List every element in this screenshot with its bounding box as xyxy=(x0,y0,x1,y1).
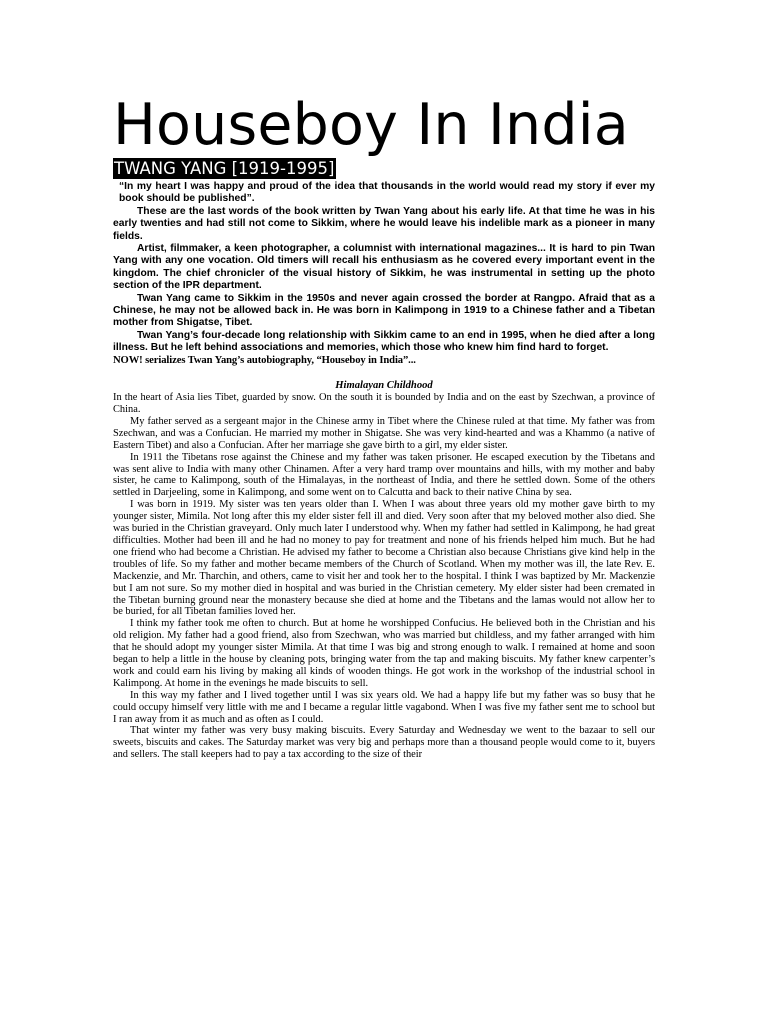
intro-block xyxy=(113,181,655,355)
author-byline: TWANG YANG [1919-1995] xyxy=(114,159,335,178)
intro-paragraph: These are the last words of the book written by Twan Yang about his early life. At that time he was in his early twenties and had still not come to Sikkim, where he would leave his indelible mark as a pioneer in many fields. xyxy=(113,205,655,242)
document-page xyxy=(113,92,655,761)
body-paragraph: In the heart of Asia lies Tibet, guarded by snow. On the south it is bounded by India and on the east by Szechwan, a province of China. xyxy=(113,392,655,415)
body-paragraph: In 1911 the Tibetans rose against the Chinese and my father was taken prisoner. He escaped execution by the Tibetans and was sent alive to India with many other Chinamen. After a very hard tramp over mountains and hills, with my mother and baby sister, he came to Kalimpong, south of the Himalayas, in the northeast of India, and there he settled down. Some of the others settled in Darjeeling, some in Kalimpong, and some went on to Calcutta and back to their native China by sea. xyxy=(113,451,655,499)
section-heading: Himalayan Childhood xyxy=(335,380,433,392)
body-paragraph: My father served as a sergeant major in the Chinese army in Tibet where the Chinese ruled at that time. My father was from Szechwan, and was a Confucian. He married my mother in Shigatse. She was very kind-hearted and was a Khammo (a native of Eastern Tibet) and also a Confucian. After her marriage she gave birth to a girl, my elder sister. xyxy=(113,415,655,451)
body-paragraph: I think my father took me often to church. But at home he worshipped Confucius. He believed both in the Christian and his old religion. My father had a good friend, also from Szechwan, who was married but childless, and my father arranged with him that he should adopt my younger sister Mimila. At that time I was big and strong enough to walk. I remained at home and soon began to help a little in the house by cleaning pots, bringing water from the tap and making biscuits. My father knew carpenter’s work and could earn his living by making all kinds of wooden things. He got work in the workshop of the industrial school in Kalimpong. At home in the evenings he made biscuits to sell. xyxy=(113,618,655,689)
article-body xyxy=(113,392,655,761)
serialization-note: NOW! serializes Twan Yang’s autobiography, “Houseboy in India”... xyxy=(113,354,416,366)
intro-paragraph: Artist, filmmaker, a keen photographer, a columnist with international magazines... It is hard to pin Twan Yang with any one vocation. Old timers will recall his enthusiasm as he covered every important event in the kingdom. The chief chronicler of the visual history of Sikkim, he was instrumental in setting up the photo section of the IPR department. xyxy=(113,243,655,292)
document-title: Houseboy In India xyxy=(113,92,629,158)
body-paragraph: I was born in 1919. My sister was ten years older than I. When I was about three years old my mother gave birth to my younger sister, Mimila. Not long after this my elder sister fell ill and died. Very soon after that my beloved mother also died. She was buried in the Christian graveyard. Only much later I understood why. When my father had settled in Kalimpong, he had great difficulties. Mother had been ill and he had no money to pay for treatment and none of his friends helped him much. But he had one friend who had become a Christian. He advised my father to become a Christian also because Christians give kind help in the troubles of life. So my father and mother became members of the Church of Scotland. When my mother was ill, the late Rev. E. Mackenzie, and Mr. Tharchin, and others, came to visit her and took her to the hospital. I think I was baptized by Mr. Mackenzie but I am not sure. So my mother died in hospital and was buried in the Christian cemetery. My elder sister had been cremated in the Tibetan burning ground near the monastery because she died at home and the Tibetans and the lamas would not allow her to be buried, for all Tibetan families loved her. xyxy=(113,499,655,618)
body-paragraph: In this way my father and I lived together until I was six years old. We had a happy life but my father was so busy that he could occupy himself very little with me and I became a regular little vagabond. When I was five my father sent me to school but I ran away from it as much and as often as I could. xyxy=(113,689,655,725)
intro-paragraph: Twan Yang came to Sikkim in the 1950s and never again crossed the border at Rangpo. Afraid that as a Chinese, he may not be allowed back in. He was born in Kalimpong in 1919 to a Chinese father and a Tibetan mother from Shigatse, Tibet. xyxy=(113,292,655,329)
body-paragraph: That winter my father was very busy making biscuits. Every Saturday and Wednesday we went to the bazaar to sell our sweets, biscuits and cakes. The Saturday market was very big and perhaps more than a thousand people would come to it, buyers and sellers. The stall keepers had to pay a tax according to the size of their xyxy=(113,725,655,761)
intro-quote: “In my heart I was happy and proud of the idea that thousands in the world would read my story if ever my book should be published”. xyxy=(119,181,655,205)
byline-row xyxy=(113,158,655,181)
intro-paragraph: Twan Yang’s four-decade long relationship with Sikkim came to an end in 1995, when he died after a long illness. But he left behind associations and memories, which those who knew him find hard to forget. xyxy=(113,329,655,354)
